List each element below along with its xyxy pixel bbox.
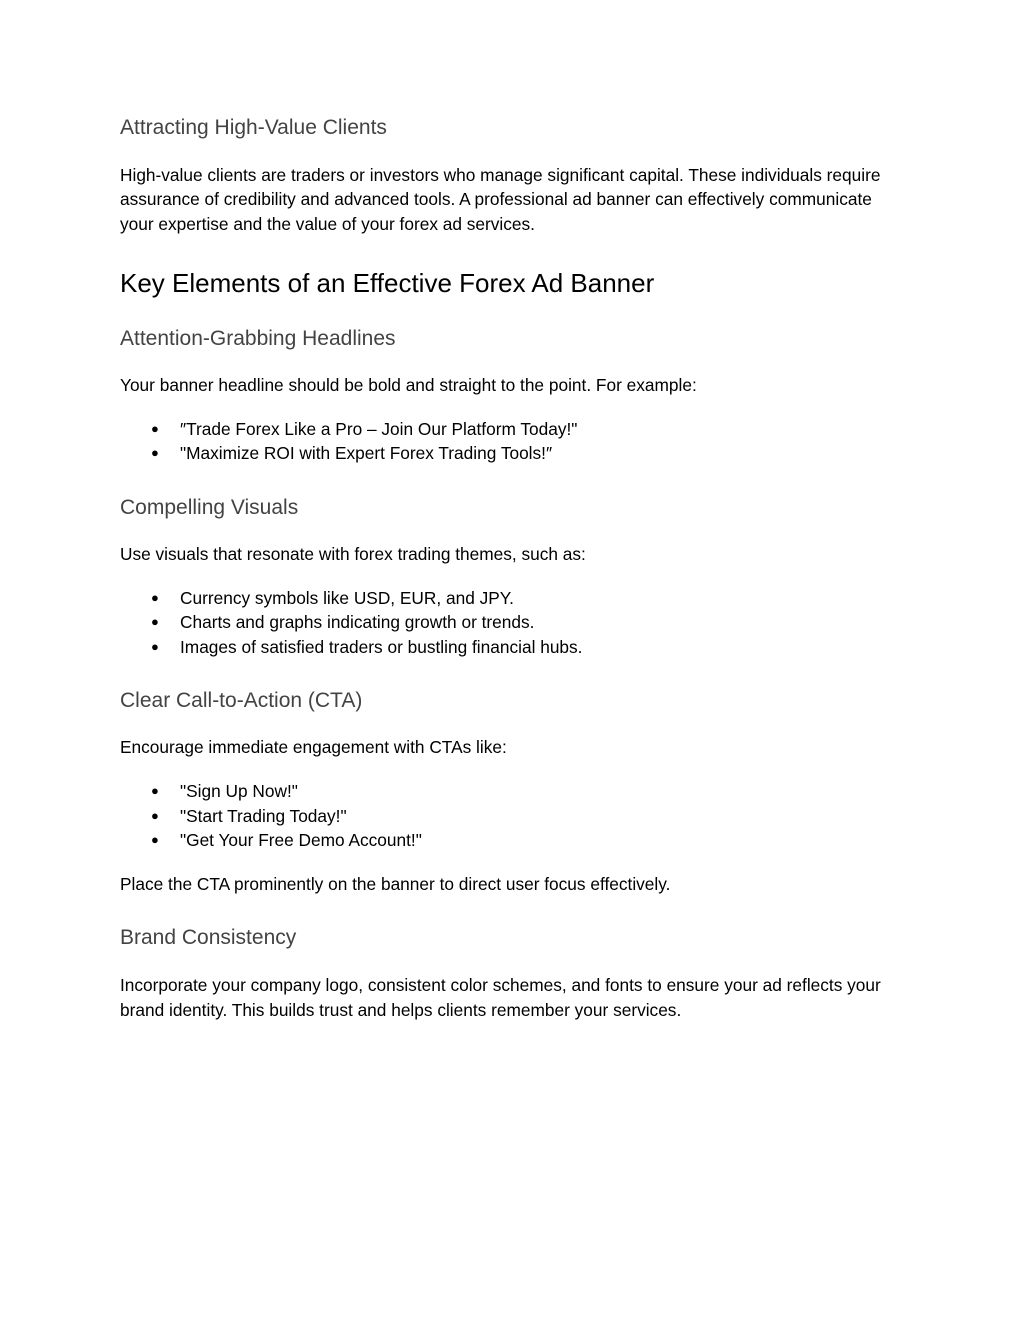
paragraph-cta-placement: Place the CTA prominently on the banner to direct user focus effectively. bbox=[120, 874, 671, 895]
list-item-text: Currency symbols like USD, EUR, and JPY. bbox=[180, 588, 514, 609]
paragraph-visuals-intro: Use visuals that resonate with forex trading themes, such as: bbox=[120, 543, 586, 564]
list-item bbox=[120, 417, 910, 441]
list-item bbox=[120, 441, 910, 465]
list-headline-examples bbox=[120, 417, 910, 466]
list-item bbox=[120, 779, 910, 803]
document-content bbox=[120, 115, 910, 1022]
heading-brand-consistency: Brand Consistency bbox=[120, 926, 297, 950]
list-visual-examples bbox=[120, 586, 910, 659]
bullet-icon: ● bbox=[151, 421, 159, 437]
bullet-icon: ● bbox=[151, 807, 159, 823]
list-item-text: ″Trade Forex Like a Pro – Join Our Platform Today!" bbox=[180, 419, 578, 440]
list-item bbox=[120, 586, 910, 610]
heading-attracting-high-value-clients: Attracting High-Value Clients bbox=[120, 116, 387, 139]
list-cta-examples bbox=[120, 779, 910, 852]
paragraph-high-value-clients: High-value clients are traders or investors who manage significant capital. These individuals require assurance of credibility and advanced tools. A professional ad banner can effectively communicate your expertise and the value of your forex ad services. bbox=[120, 165, 881, 234]
bullet-icon: ● bbox=[151, 445, 159, 461]
list-item-text: Images of satisfied traders or bustling financial hubs. bbox=[180, 636, 583, 657]
bullet-icon: ● bbox=[151, 614, 159, 630]
bullet-icon: ● bbox=[151, 590, 159, 606]
paragraph-headlines-intro: Your banner headline should be bold and straight to the point. For example: bbox=[120, 374, 697, 395]
list-item-text: "Maximize ROI with Expert Forex Trading Tools!″ bbox=[180, 443, 553, 464]
list-item bbox=[120, 610, 910, 634]
heading-compelling-visuals: Compelling Visuals bbox=[120, 495, 299, 519]
list-item bbox=[120, 828, 910, 852]
bullet-icon: ● bbox=[151, 831, 159, 847]
paragraph-cta-intro: Encourage immediate engagement with CTAs like: bbox=[120, 736, 507, 757]
list-item-text: "Start Trading Today!" bbox=[180, 805, 347, 826]
list-item-text: Charts and graphs indicating growth or trends. bbox=[180, 612, 535, 633]
bullet-icon: ● bbox=[151, 638, 159, 654]
list-item-text: "Sign Up Now!" bbox=[180, 781, 298, 802]
heading-key-elements: Key Elements of an Effective Forex Ad Banner bbox=[120, 267, 655, 298]
list-item bbox=[120, 635, 910, 659]
list-item-text: "Get Your Free Demo Account!" bbox=[180, 829, 422, 850]
heading-attention-grabbing-headlines: Attention-Grabbing Headlines bbox=[120, 326, 396, 350]
bullet-icon: ● bbox=[151, 783, 159, 799]
heading-clear-call-to-action: Clear Call-to-Action (CTA) bbox=[120, 688, 363, 712]
paragraph-brand-consistency: Incorporate your company logo, consistent color schemes, and fonts to ensure your ad reflects your brand identity. This builds trust and helps clients remember your services. bbox=[120, 975, 881, 1020]
list-item bbox=[120, 804, 910, 828]
